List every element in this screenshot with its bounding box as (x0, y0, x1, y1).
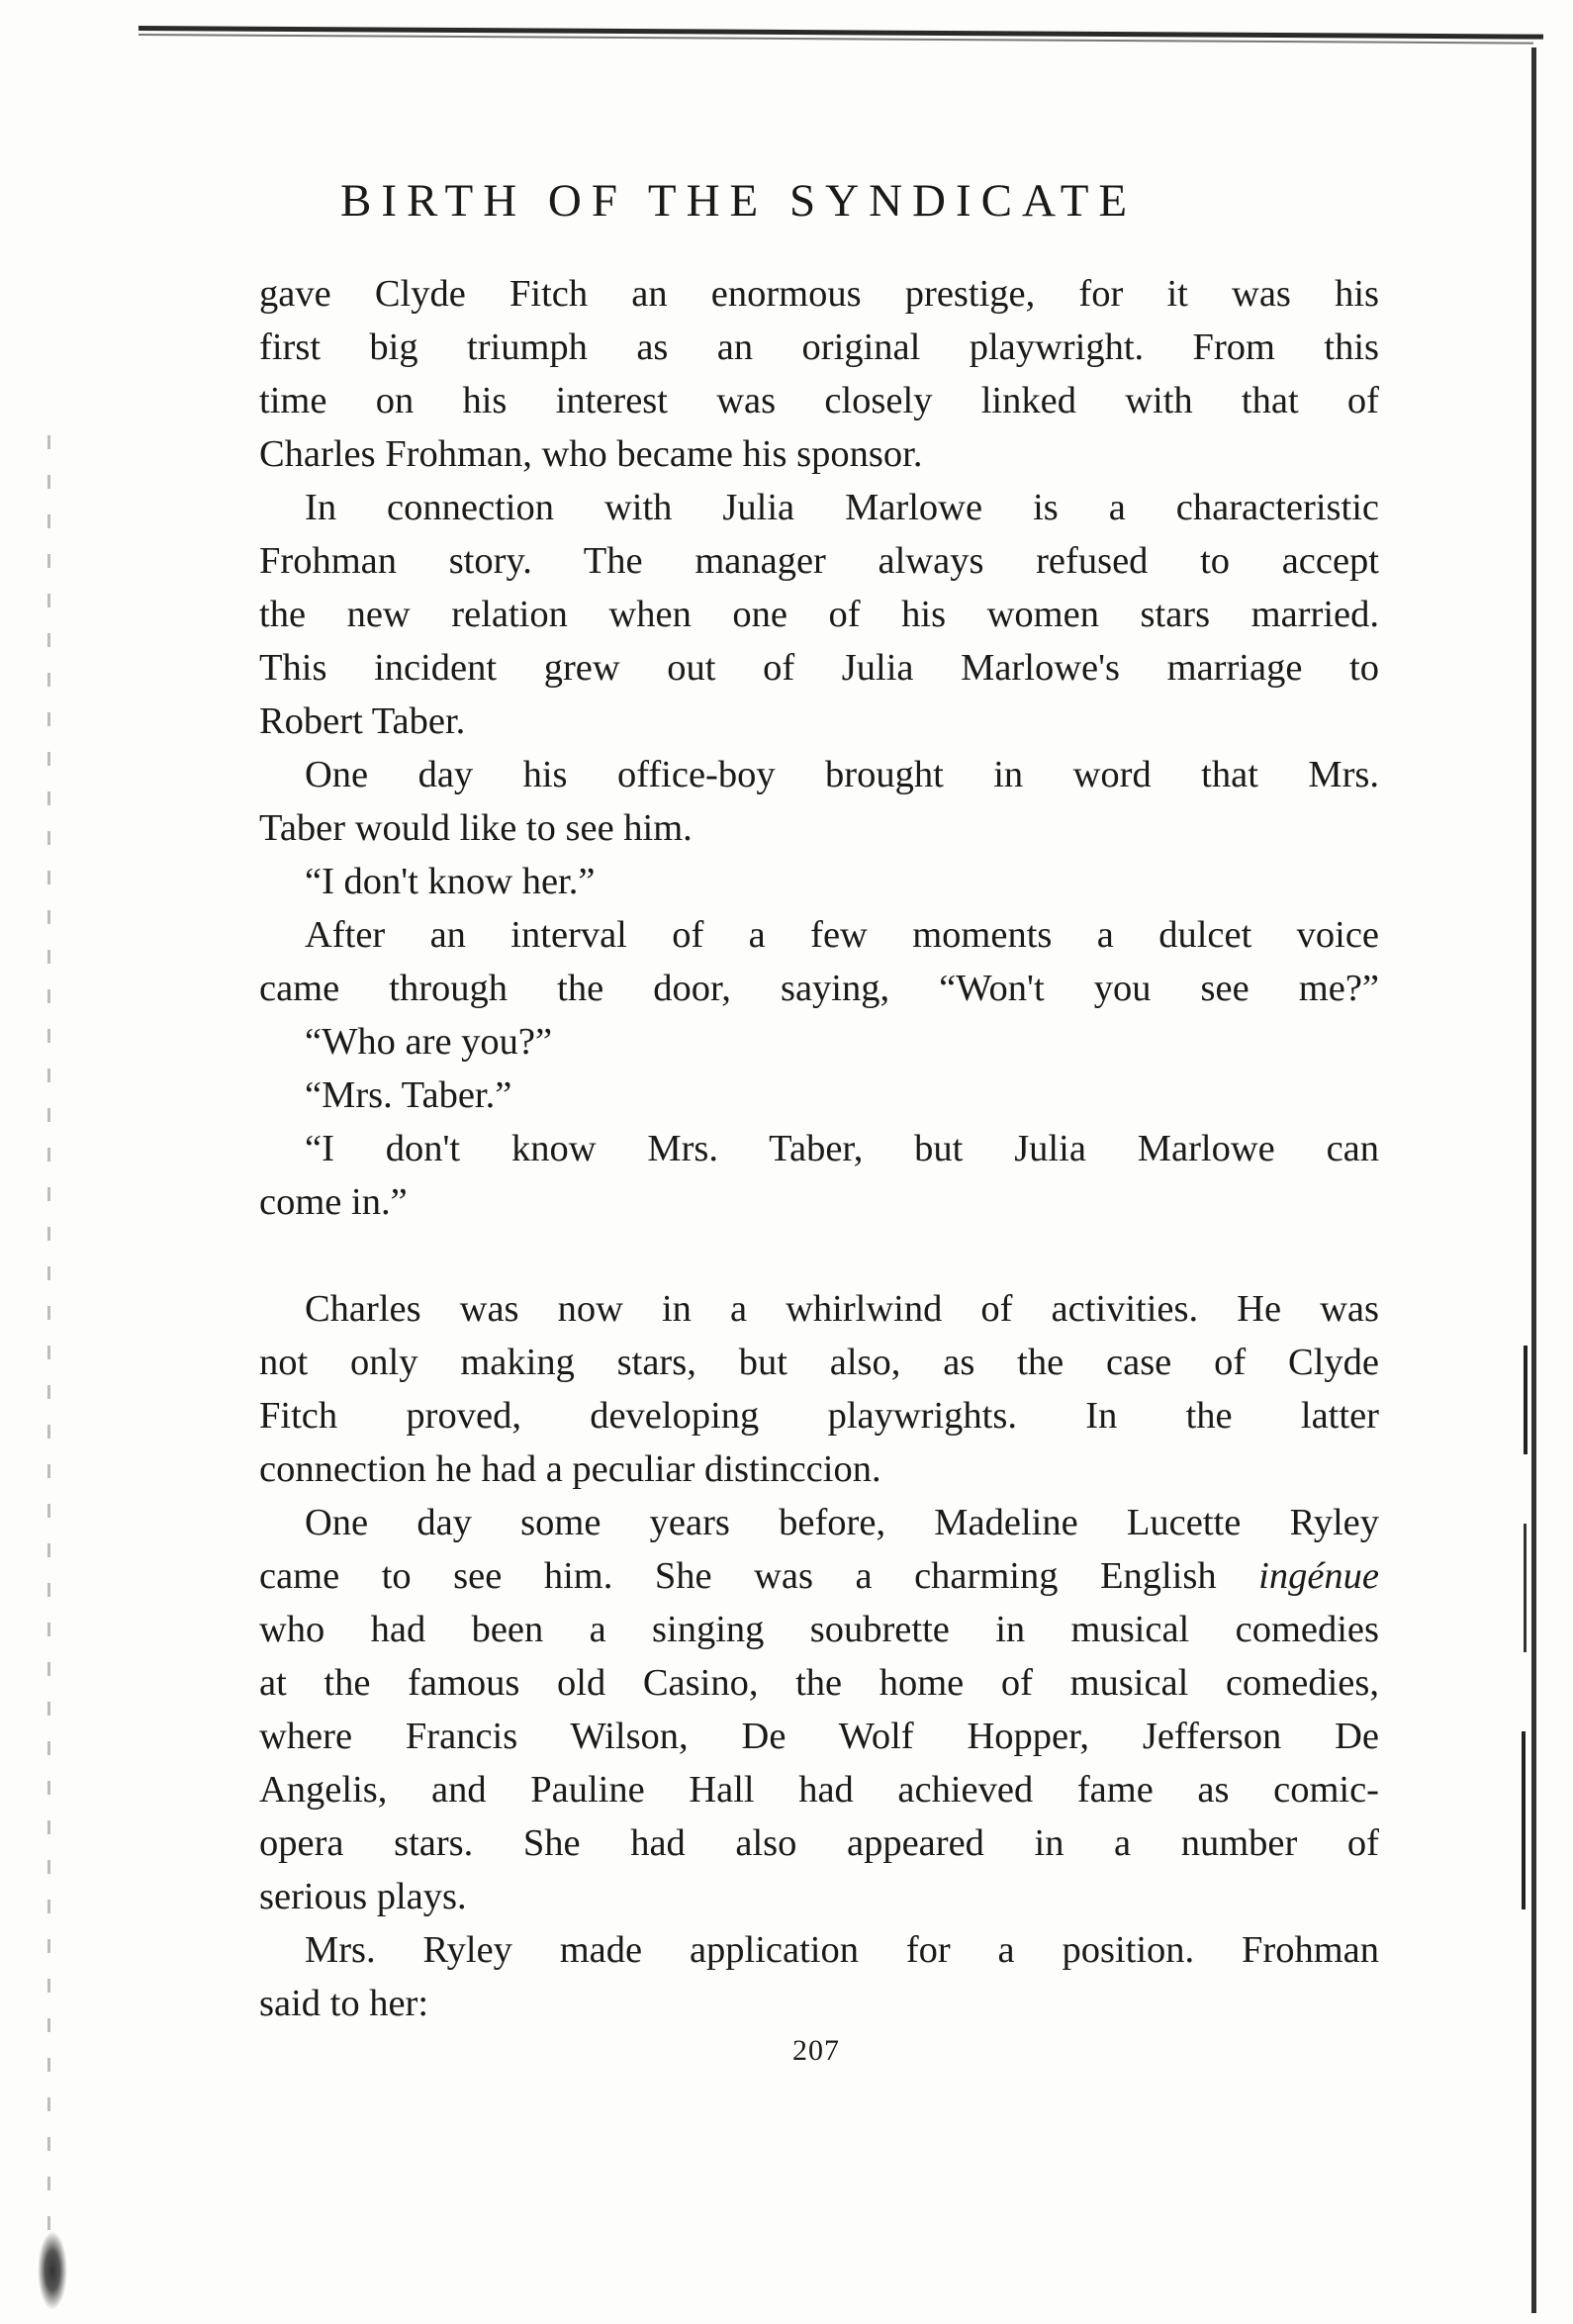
text-line (259, 1603, 1379, 1656)
text-line (259, 1282, 1379, 1336)
text-line-content: “Mrs. Taber.” (305, 1074, 512, 1116)
text-line (259, 1977, 1379, 2030)
text-line-content: Fitch proved, developing playwrights. In the latter (259, 1395, 1379, 1437)
text-line (259, 1122, 1379, 1175)
text-line-content: came through the door, saying, “Won't you see me?” (259, 968, 1379, 1009)
text-line (259, 1336, 1379, 1389)
text-line-content: where Francis Wilson, De Wolf Hopper, Jefferson De (259, 1716, 1379, 1757)
text-line-content: One day his office-boy brought in word that Mrs. (305, 754, 1379, 795)
scan-binding-mark (1524, 1524, 1527, 1652)
text-line (259, 1442, 1379, 1496)
page-number: 207 (792, 2034, 840, 2067)
text-line (259, 641, 1379, 695)
text-line-content: at the famous old Casino, the home of musical comedies, (259, 1662, 1379, 1704)
text-line-content: connection he had a peculiar distinccion. (259, 1448, 881, 1490)
text-line (259, 374, 1379, 427)
text-line-content: Robert Taber. (259, 700, 466, 742)
text-line (259, 801, 1379, 855)
text-line (259, 1175, 1379, 1229)
text-line-content: serious plays. (259, 1876, 467, 1917)
text-line (259, 1923, 1379, 1977)
text-line (259, 962, 1379, 1015)
text-line (259, 908, 1379, 962)
text-line (259, 1763, 1379, 1816)
text-line (259, 588, 1379, 641)
text-line-content: Charles Frohman, who became his sponsor. (259, 433, 923, 475)
text-line-content: “Who are you?” (305, 1021, 553, 1063)
text-line-content: “I don't know her.” (305, 861, 596, 902)
text-line (259, 1389, 1379, 1442)
text-line (259, 1549, 1379, 1603)
text-line-content: said to her: (259, 1983, 429, 2024)
text-line-content: not only making stars, but also, as the case of Clyde (259, 1342, 1379, 1383)
text-line-content: come in.” (259, 1181, 408, 1223)
text-line-content: This incident grew out of Julia Marlowe's marriage to (259, 647, 1379, 689)
paragraph-gap (259, 1229, 1379, 1282)
text-line (259, 321, 1379, 374)
text-line (259, 855, 1379, 908)
text-line-content: came to see him. She was a charming English (259, 1555, 1259, 1597)
text-line-content: One day some years before, Madeline Lucette Ryley (305, 1502, 1379, 1543)
scan-binding-mark (1522, 1731, 1526, 1909)
text-line (259, 267, 1379, 321)
text-line (259, 1656, 1379, 1710)
scan-smudge (38, 2231, 67, 2310)
text-line (259, 1710, 1379, 1763)
text-line-content: Taber would like to see him. (259, 807, 693, 849)
text-line-content: the new relation when one of his women stars married. (259, 594, 1379, 635)
text-line (259, 1816, 1379, 1870)
text-line-content: time on his interest was closely linked with that of (259, 380, 1379, 421)
text-line-content: After an interval of a few moments a dulcet voice (305, 914, 1379, 956)
text-line-content: Frohman story. The manager always refused to accept (259, 540, 1379, 582)
text-line-content: who had been a singing soubrette in musical comedies (259, 1609, 1379, 1650)
italic-word: ingénue (1258, 1555, 1379, 1597)
text-line-content: opera stars. She had also appeared in a number of (259, 1822, 1379, 1864)
text-line (259, 1870, 1379, 1923)
text-line-content: gave Clyde Fitch an enormous prestige, for it was his (259, 273, 1379, 315)
text-line (259, 481, 1379, 534)
text-line (259, 1496, 1379, 1549)
text-line (259, 427, 1379, 481)
text-line-content: “I don't know Mrs. Taber, but Julia Marlowe can (305, 1128, 1379, 1169)
body-text (259, 267, 1379, 2030)
text-line (259, 534, 1379, 588)
scan-binding-mark (1524, 1346, 1527, 1454)
text-line (259, 748, 1379, 801)
text-line-content: Mrs. Ryley made application for a position. Frohman (305, 1929, 1379, 1971)
text-line (259, 1069, 1379, 1122)
text-line-content: Charles was now in a whirlwind of activities. He was (305, 1288, 1379, 1330)
text-line-content: first big triumph as an original playwright. From this (259, 326, 1379, 368)
text-line-content: Angelis, and Pauline Hall had achieved fame as comic- (259, 1769, 1379, 1811)
scan-left-margin-marks (47, 435, 50, 2295)
text-line (259, 695, 1379, 748)
running-head: BIRTH OF THE SYNDICATE (340, 175, 1138, 227)
scan-binding-edge (1531, 47, 1536, 2313)
text-line-content: In connection with Julia Marlowe is a characteristic (305, 487, 1379, 528)
text-line (259, 1015, 1379, 1069)
